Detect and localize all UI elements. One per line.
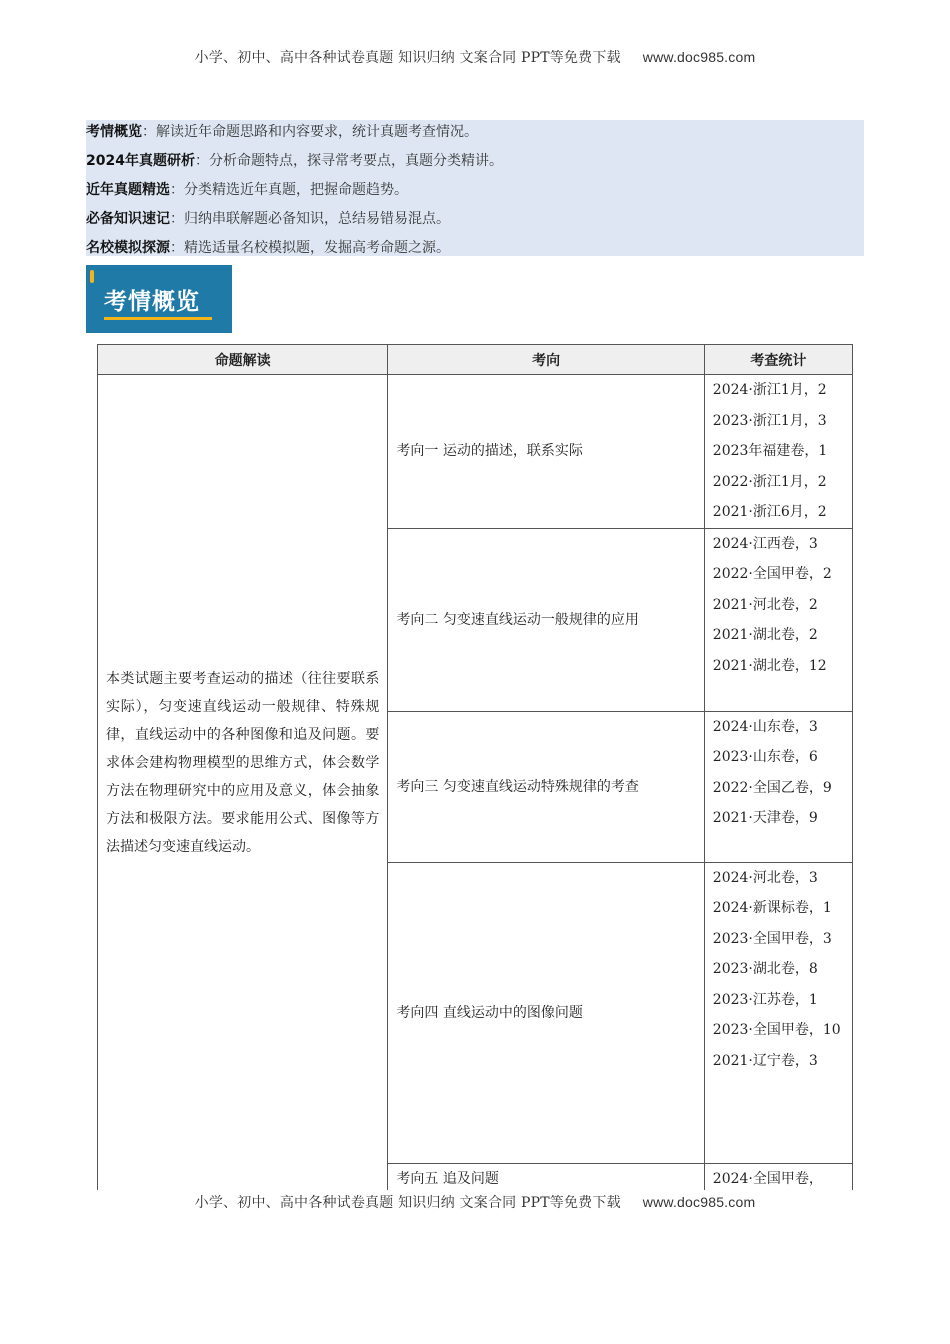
stat-item: 2021·辽宁卷，3 — [712, 1052, 818, 1069]
direction-cell — [388, 375, 704, 529]
stat-item: 2021·湖北卷，2 — [712, 627, 818, 643]
stat-item: 2023·湖北卷，8 — [712, 961, 818, 977]
stat-item: 2022·全国甲卷，2 — [712, 566, 832, 582]
stat-item: 2021·天津卷，9 — [712, 810, 818, 826]
summary-key: 必备知识速记 — [86, 211, 170, 227]
interpretation-cell — [98, 375, 388, 1191]
direction-text: 考向五 追及问题 — [396, 1170, 499, 1187]
stats-cell — [704, 711, 852, 862]
stats-cell — [704, 528, 852, 711]
header-text: 小学、初中、高中各种试卷真题 知识归纳 文案合同 PPT等免费下载 — [194, 50, 621, 66]
summary-key: 近年真题精选 — [86, 182, 170, 198]
direction-cell — [388, 1163, 704, 1190]
badge-accent — [90, 270, 94, 283]
col-header-stats: 考查统计 — [704, 345, 852, 375]
table-viewport — [97, 344, 854, 1190]
direction-cell — [388, 528, 704, 711]
stat-item: 2024·浙江1月，2 — [712, 382, 827, 398]
page-footer — [0, 1192, 950, 1212]
interpretation-text: 本类试题主要考查运动的描述（往往要联系实际），匀变速直线运动一般规律、特殊规律，直线运动中的各种图像和追及问题。要求体会建构物理模型的思维方式，体会数学方法在物理研究中的应用及意义，体会抽象方法和极限方法。要求能用公式、图像等方法描述匀变速直线运动。 — [106, 671, 380, 856]
stat-item: 2022·全国乙卷，9 — [712, 779, 832, 796]
stat-item: 2024·江西卷，3 — [712, 535, 818, 552]
page-header — [0, 47, 950, 67]
col-header-direction: 考向 — [388, 345, 704, 375]
stat-item: 2023·全国甲卷，10 — [712, 1022, 841, 1038]
stat-item: 2021·浙江6月，2 — [712, 504, 827, 520]
summary-line — [86, 178, 864, 207]
direction-text: 考向三 匀变速直线运动特殊规律的考查 — [396, 778, 639, 795]
stat-item: 2023·山东卷，6 — [712, 749, 818, 765]
summary-key: 名校模拟探源 — [86, 240, 170, 256]
direction-cell — [388, 711, 704, 862]
header-site[interactable]: www.doc985.com — [642, 49, 756, 65]
direction-text: 考向二 匀变速直线运动一般规律的应用 — [396, 611, 639, 628]
summary-value: ：归纳串联解题必备知识，总结易错易混点。 — [170, 211, 450, 227]
section-badge — [86, 265, 232, 333]
badge-underline — [104, 317, 212, 320]
exam-table — [97, 344, 853, 1190]
stat-item: 2024·全国甲卷， — [712, 1170, 823, 1187]
stats-cell — [704, 375, 852, 529]
summary-value: ：分类精选近年真题，把握命题趋势。 — [170, 182, 408, 198]
summary-line — [86, 207, 864, 236]
stat-item: 2021·湖北卷，12 — [712, 657, 827, 674]
summary-line — [86, 236, 864, 265]
summary-value: ：解读近年命题思路和内容要求，统计真题考查情况。 — [142, 124, 478, 140]
stats-cell — [704, 862, 852, 1163]
stat-item: 2023·全国甲卷，3 — [712, 930, 832, 947]
footer-text: 小学、初中、高中各种试卷真题 知识归纳 文案合同 PPT等免费下载 — [194, 1195, 621, 1211]
stats-cell — [704, 1163, 852, 1190]
direction-cell — [388, 862, 704, 1163]
summary-key: 2024年真题研析 — [86, 153, 195, 169]
summary-line — [86, 120, 864, 149]
direction-text: 考向一 运动的描述，联系实际 — [396, 443, 583, 460]
summary-box — [86, 120, 864, 256]
stat-item: 2021·河北卷，2 — [712, 596, 818, 613]
stat-item: 2023·浙江1月，3 — [712, 412, 827, 429]
stat-item: 2024·山东卷，3 — [712, 718, 818, 735]
table-row — [98, 375, 853, 529]
summary-line — [86, 149, 864, 178]
section-title: 考情概览 — [104, 289, 200, 315]
direction-text: 考向四 直线运动中的图像问题 — [396, 1004, 583, 1021]
footer-site[interactable]: www.doc985.com — [642, 1194, 756, 1210]
table-header-row — [98, 345, 853, 375]
summary-value: ：分析命题特点，探寻常考要点，真题分类精讲。 — [194, 153, 503, 169]
stat-item: 2023年福建卷，1 — [712, 443, 828, 459]
col-header-interpretation: 命题解读 — [98, 345, 388, 375]
stat-item: 2023·江苏卷，1 — [712, 991, 818, 1008]
stat-item: 2024·新课标卷，1 — [712, 900, 832, 916]
stat-item: 2024·河北卷，3 — [712, 869, 818, 886]
summary-value: ：精选适量名校模拟题，发掘高考命题之源。 — [170, 240, 450, 256]
stat-item: 2022·浙江1月，2 — [712, 473, 827, 490]
summary-key: 考情概览 — [86, 124, 142, 140]
